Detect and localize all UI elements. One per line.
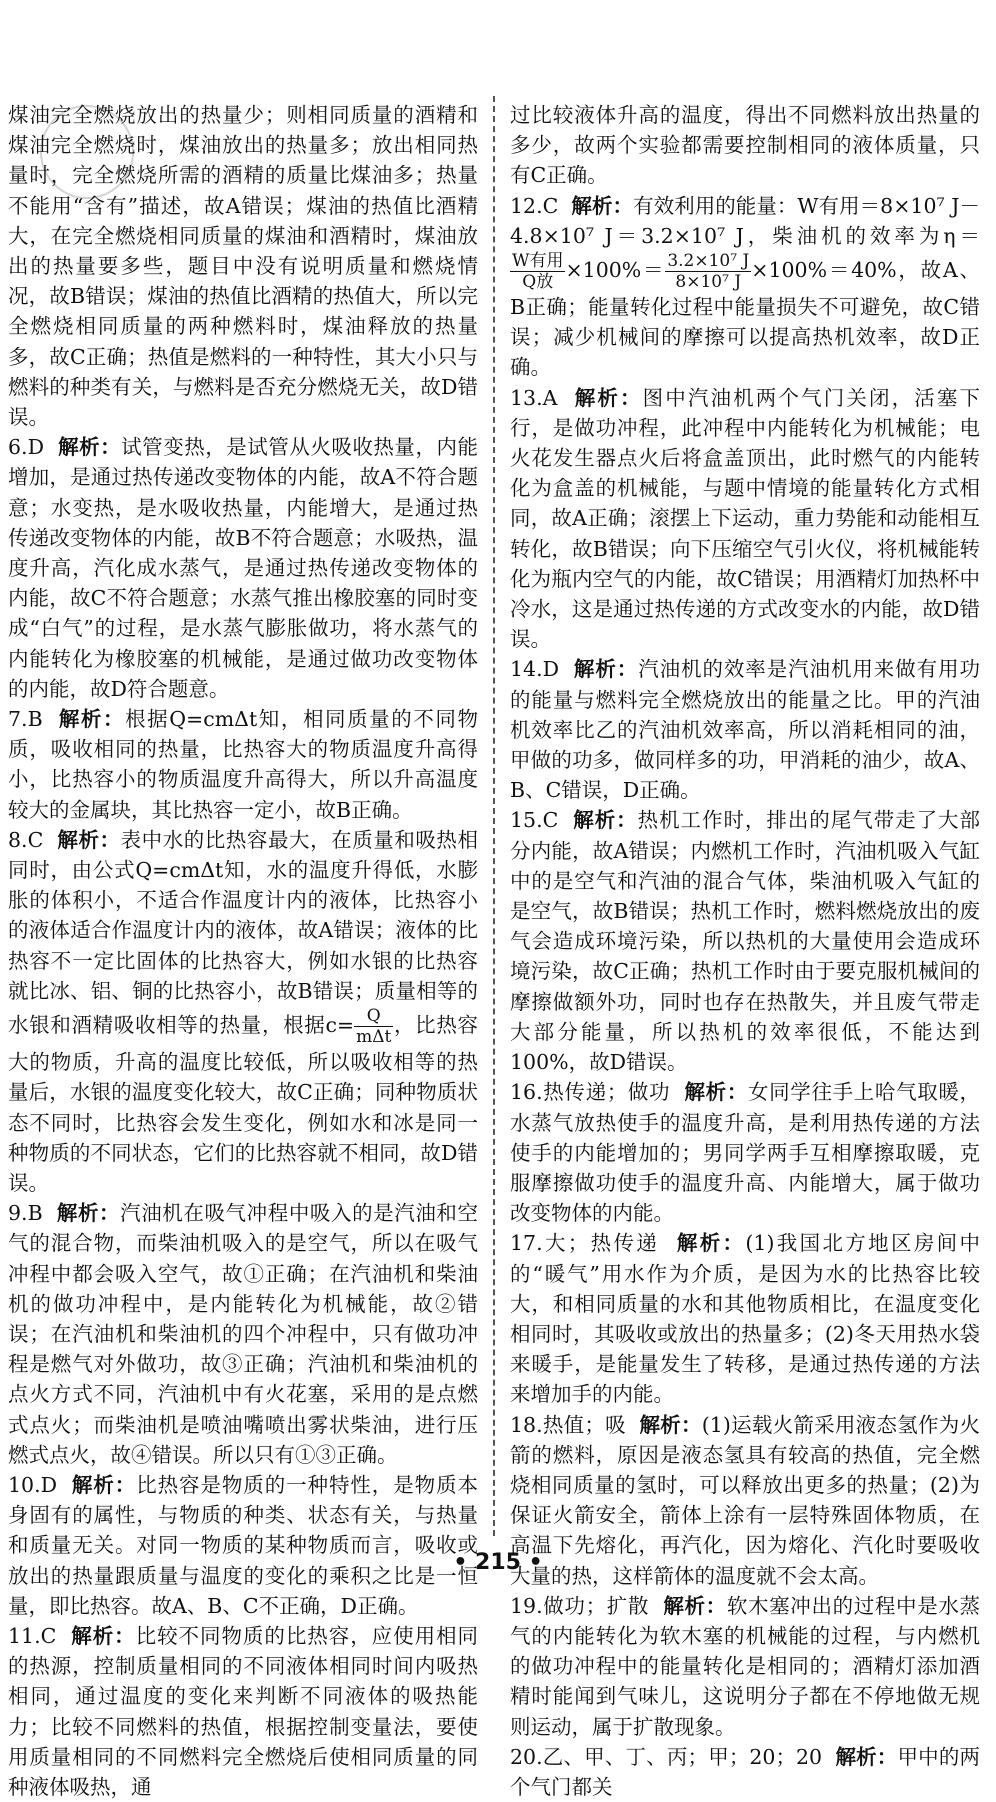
column-divider bbox=[493, 96, 495, 1536]
fraction-numerator: Q bbox=[354, 1006, 393, 1027]
item-answer: 大；热传递 bbox=[542, 1231, 660, 1256]
analysis-label: 解析： bbox=[676, 1231, 746, 1256]
answer-item-7 bbox=[8, 704, 478, 825]
item-number: 9. bbox=[8, 1201, 28, 1226]
analysis-text-cont: ×100%＝40%，故A、B正确；能量转化过程中能量损失不可避免，故C错误；减少机械间的摩擦可以提高热机效率，故D正确。 bbox=[510, 258, 981, 380]
analysis-text: 甲中的两个气门都关 bbox=[510, 1744, 980, 1799]
answer-item-20 bbox=[510, 1742, 980, 1802]
analysis-label: 解析： bbox=[663, 1593, 727, 1618]
analysis-text: 有效利用的能量：W有用＝8×10⁷ J－4.8×10⁷ J＝3.2×10⁷ J，柴油机的效率为η＝ bbox=[510, 193, 980, 248]
fraction-denominator: Q放 bbox=[522, 272, 554, 293]
right-column bbox=[510, 100, 980, 1802]
item-number: 18. bbox=[510, 1412, 543, 1437]
answer-item-14 bbox=[510, 654, 980, 805]
analysis-label: 解析： bbox=[57, 827, 121, 852]
analysis-text: (1)运载火箭采用液态氢作为火箭的燃料，原因是液态氢具有较高的热值，完全燃烧相同质量的氢时，可以释放出更多的热量；(2)为保证火箭安全，箭体上涂有一层特殊固体物质，在高温下先熔化，再汽化，因为熔化、汽化时要吸收大量的热，这样箭体的温度就不会太高。 bbox=[510, 1412, 980, 1588]
analysis-text: 热机工作时，排出的尾气带走了大部分内能，故A错误；内燃机工作时，汽油机吸入气缸中的是空气和汽油的混合气体，柴油机吸入气缸的是空气，故B错误；热机工作时，燃料燃烧放出的废气会造成环境污染，所以热机的大量使用会造成环境污染，故C正确；热机工作时由于要克服机械间的摩擦做额外功，同时也存在热散失，并且废气带走大部分能量，所以热机的效率很低，不能达到100%，故D错误。 bbox=[510, 808, 980, 1075]
item-answer: D bbox=[542, 657, 560, 682]
left-column bbox=[8, 100, 478, 1802]
fraction-formula bbox=[665, 251, 751, 292]
analysis-label: 解析： bbox=[639, 1412, 702, 1437]
fraction-formula bbox=[354, 1006, 393, 1047]
answer-item-11 bbox=[8, 1621, 478, 1802]
item-answer: C bbox=[27, 827, 44, 852]
item-answer: C bbox=[542, 808, 559, 833]
item-number: 8. bbox=[8, 827, 28, 852]
fraction-formula bbox=[510, 251, 565, 292]
analysis-label: 解析： bbox=[71, 1623, 136, 1648]
answer-item-12: 12.C 解析：有效利用的能量：W有用＝8×10⁷ J－4.8×10⁷ J＝3.2×10⁷ J，柴油机的效率为η＝ $\frac{\text{W有用}}{\text{Q放}}$ ×100%＝ $\frac{\text{3.2×10⁷ J}}{\text{8×10⁷ J}}$ ×100%＝40%，故A、B正确；能量转化过程中能量损失不可避免，故C错误；减少机械间的摩擦可以提高热机效率，故D正确。 bbox=[510, 193, 981, 380]
item-number: 14. bbox=[510, 657, 543, 682]
analysis-text: 比热容是物质的一种特性，是物质本身固有的属性，与物质的种类、状态有关，与热量和质量无关。对同一物质的某种物质而言，吸收或放出的热量跟质量与温度的变化的乘积之比是一恒量，即比热容。故A、B、C不正确，D正确。 bbox=[8, 1472, 478, 1618]
answer-item-13 bbox=[510, 383, 980, 655]
analysis-label: 解析： bbox=[574, 385, 643, 410]
page-number: • 215 • bbox=[453, 1550, 543, 1575]
item-answer: A bbox=[542, 385, 558, 410]
analysis-text: 软木塞冲出的过程中是水蒸气的内能转化为软木塞的机械能的过程，与内燃机的做功冲程中的能量转化是相同的；酒精灯添加酒精时能闻到气味儿，这说明分子都在不停地做无规则运动，属于扩散现象。 bbox=[510, 1593, 981, 1739]
answer-item-15 bbox=[510, 805, 980, 1077]
fraction-denominator: mΔt bbox=[356, 1027, 392, 1048]
formula-mid: ×100% bbox=[565, 258, 642, 283]
analysis-label: 解析： bbox=[573, 808, 638, 833]
item-number: 15. bbox=[510, 808, 543, 833]
answer-item-8 bbox=[8, 825, 478, 1198]
item-number: 20. bbox=[510, 1744, 543, 1769]
fraction-numerator: W有用 bbox=[512, 251, 564, 272]
answer-item-16 bbox=[510, 1077, 980, 1228]
analysis-text: 根据Q=cmΔt知，相同质量的不同物质，吸收相同的热量，比热容大的物质温度升高得小，比热容小的物质温度升高得大，所以升高温度较大的金属块，其比热容一定小，故B正确。 bbox=[8, 707, 478, 822]
fraction-numerator: 3.2×10⁷ J bbox=[667, 251, 750, 272]
analysis-label: 解析： bbox=[56, 1201, 121, 1226]
item-answer: 热传递；做功 bbox=[542, 1080, 671, 1105]
analysis-text: 汽油机在吸气冲程中吸入的是汽油和空气的混合物，而柴油机吸入的是空气，所以在吸气冲程中都会吸入空气，故①正确；在汽油机和柴油机的做功冲程中，是内能转化为机械能，故②错误；在汽油机和柴油机的四个冲程中，只有做功冲程是燃气对外做功，故③正确；汽油机和柴油机的点火方式不同，汽油机中有火花塞，采用的是点燃式点火；而柴油机是喷油嘴喷出雾状柴油，进行压燃式点火，故④错误。所以只有①③正确。 bbox=[8, 1201, 479, 1467]
item-answer: D bbox=[40, 1472, 58, 1497]
item-answer: B bbox=[27, 1201, 43, 1226]
item-number: 16. bbox=[510, 1080, 543, 1105]
item-continuation: 过比较液体升高的温度，得出不同燃料放出热量的多少，故两个实验都需要控制相同的液体质量，只有C正确。 bbox=[510, 103, 980, 188]
analysis-text: 试管变热，是试管从火吸收热量，内能增加，是通过热传递改变物体的内能，故A不符合题意；水变热，是水吸收热量，内能增大，是通过热传递改变物体的内能，故B不符合题意；水吸热，温度升高，汽化成水蒸气，是通过热传递改变物体的内能，故C不符合题意；水蒸气推出橡胶塞的同时变成“白气”的过程，是水蒸气膨胀做功，将水蒸气的内能转化为橡胶塞的机械能，是通过做功改变物体的内能，故D符合题意。 bbox=[8, 435, 479, 701]
item-number: 17. bbox=[510, 1231, 543, 1256]
analysis-label: 解析： bbox=[58, 435, 122, 460]
analysis-label: 解析： bbox=[71, 1472, 137, 1497]
item-number: 12. bbox=[510, 193, 543, 218]
analysis-label: 解析： bbox=[835, 1744, 898, 1769]
item-answer: 热值；吸 bbox=[542, 1412, 626, 1437]
answer-item-9 bbox=[8, 1198, 478, 1470]
analysis-label: 解析： bbox=[571, 193, 634, 218]
item-continuation: 煤油完全燃烧放出的热量少；则相同质量的酒精和煤油完全燃烧时，煤油放出的热量多；放出相同热量时，完全燃烧所需的酒精的质量比煤油多；热量不能用“含有”描述，故A错误；煤油的热值比酒精大，在完全燃烧相同质量的煤油和酒精时，煤油放出的热量要多些，题目中没有说明质量和燃烧情况，故B错误；煤油的热值比酒精的热值大，所以完全燃烧相同质量的两种燃料时，煤油释放的热量多，故C正确；热值是燃料的一种特性，其大小只与燃料的种类有关，与燃料是否充分燃烧无关，故D错误。 bbox=[8, 103, 478, 430]
item-answer: C bbox=[542, 193, 559, 218]
item-answer: 做功；扩散 bbox=[542, 1593, 650, 1618]
analysis-text: 图中汽油机两个气门关闭，活塞下行，是做功冲程，此冲程中内能转化为机械能；电火花发生器点火后将盒盖顶出，此时燃气的内能转化为盒盖的机械能，与题中情境的能量转化方式相同，故A正确；滚摆上下运动，重力势能和动能相互转化，故B错误；向下压缩空气引火仪，将机械能转化为瓶内空气的内能，故C错误；用酒精灯加热杯中冷水，这是通过热传递的方式改变水的内能，故D错误。 bbox=[510, 385, 981, 652]
analysis-label: 解析： bbox=[573, 657, 639, 682]
answer-item-17 bbox=[510, 1228, 980, 1409]
analysis-text: 女同学往手上哈气取暖，水蒸气放热使手的温度升高，是利用热传递的方法使手的内能增加的；男同学两手互相摩擦取暖，克服摩擦做功使手的温度升高、内能增大，属于做功改变物体的内能。 bbox=[510, 1080, 981, 1226]
analysis-text: (1)我国北方地区房间中的“暖气”用水作为介质，是因为水的比热容比较大，和相同质量的水和其他物质相比，在温度变化相同时，其吸收或放出的热量多；(2)冬天用热水袋来暖手，是能量发生了转移，是通过热传递的方法来增加手的内能。 bbox=[510, 1231, 981, 1407]
answer-item-6 bbox=[8, 432, 478, 704]
answer-item-10 bbox=[8, 1470, 478, 1621]
item-answer: 乙、甲、丁、丙；甲；20；20 bbox=[542, 1744, 823, 1769]
item-number: 13. bbox=[510, 385, 543, 410]
item-number: 6. bbox=[8, 435, 28, 460]
item-number: 10. bbox=[8, 1472, 41, 1497]
item-answer: D bbox=[27, 435, 44, 460]
answer-item-19 bbox=[510, 1591, 980, 1742]
item-number: 19. bbox=[510, 1593, 543, 1618]
fraction-denominator: 8×10⁷ J bbox=[675, 272, 742, 293]
item-answer: B bbox=[27, 707, 43, 732]
analysis-text: 汽油机的效率是汽油机用来做有用功的能量与燃料完全燃烧放出的能量之比。甲的汽油机效率比乙的汽油机效率高，所以消耗相同的油，甲做的功多，做同样多的功，甲消耗的油少，故A、B、C错误，D正确。 bbox=[510, 657, 980, 803]
analysis-text-cont: ，比热容大的物质，升高的温度比较低，所以吸收相等的热量后，水银的温度变化较大，故C正确；同种物质状态不同时，比热容会发生变化，例如水和冰是同一种物质的不同状态，它们的比热容就不相同，故D错误。 bbox=[8, 1013, 478, 1195]
analysis-label: 解析： bbox=[684, 1080, 748, 1105]
analysis-text: 表中水的比热容最大，在质量和吸热相同时，由公式Q=cmΔt知，水的温度升得低，水膨胀的体积小，不适合作温度计内的液体，比热容小的液体适合作温度计内的液体，故A错误；液体的比热容不一定比固体的比热容大，例如水银的比热容就比冰、铝、铜的比热容小，故B错误；质量相等的水银和酒精吸收相等的热量，根据c= bbox=[8, 827, 478, 1038]
item-number: 11. bbox=[8, 1623, 41, 1648]
analysis-text: 比较不同物质的比热容，应使用相同的热源，控制质量相同的不同液体相同时间内吸热相同，通过温度的变化来判断不同液体的吸热能力；比较不同燃料的热值，根据控制变量法，要使用质量相同的不同燃料完全燃烧后使相同质量的同种液体吸热，通 bbox=[8, 1623, 478, 1799]
item-number: 7. bbox=[8, 707, 28, 732]
analysis-label: 解析： bbox=[58, 707, 126, 732]
item-answer: C bbox=[40, 1623, 57, 1648]
